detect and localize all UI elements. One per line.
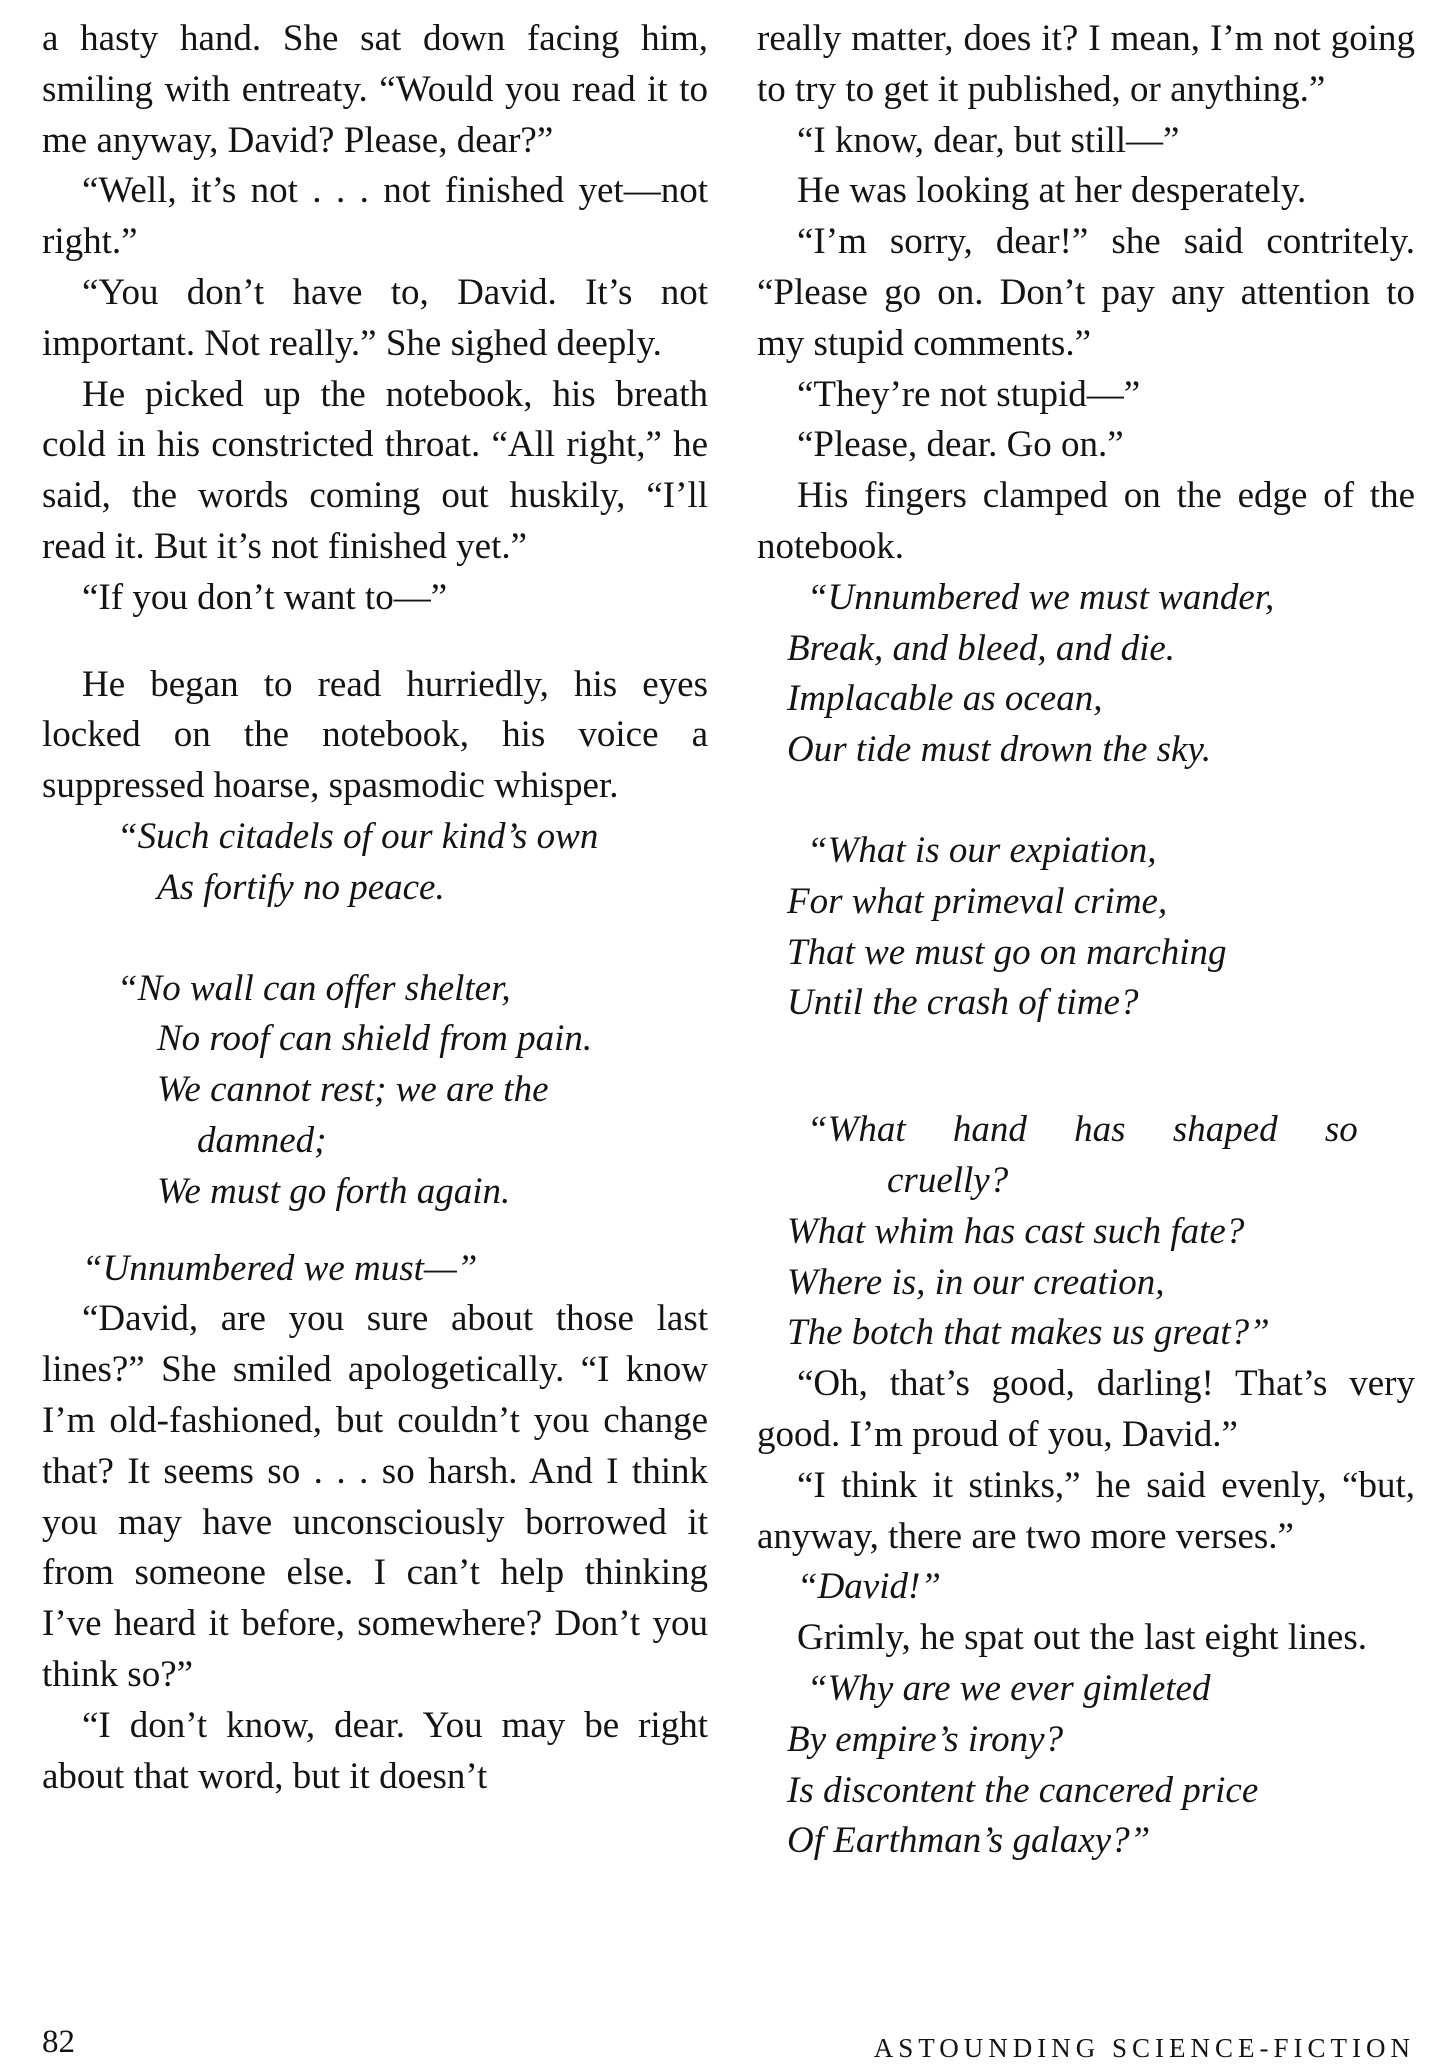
paragraph: “Oh, that’s good, darling! That’s very good. I’m proud of you, David.” — [757, 1363, 1415, 1455]
paragraph: He began to read hurriedly, his eyes locked on the notebook, his voice a suppressed hoarse, spasmodic whisper. — [42, 663, 708, 807]
poem-line: Is discontent the cancered price — [787, 1769, 1259, 1811]
poem-line: What whim has cast such fate? — [787, 1210, 1245, 1252]
poem-line: Break, and bleed, and die. — [787, 627, 1176, 669]
section-break — [42, 624, 708, 660]
poem-stanza — [42, 964, 708, 1218]
stanza-break — [757, 776, 1415, 826]
paragraph: “David!” — [797, 1566, 941, 1608]
paragraph: His fingers clamped on the edge of the notebook. — [757, 475, 1415, 567]
page-number: 82 — [42, 2024, 75, 2060]
poem-stanza — [757, 1105, 1415, 1359]
paragraph: “I know, dear, but still—” — [797, 119, 1180, 161]
poem-line: Where is, in our creation, — [787, 1261, 1165, 1303]
paragraph: “David, are you sure about those last lines?” She smiled apologetically. “I know I’m old-fashioned, but couldn’t you change that? It seems so . . . so harsh. And I think you may have unconsciously borrowed it from someone else. I can’t help thinking I’ve heard it before, somewhere? Don’t you think so?” — [42, 1298, 708, 1695]
paragraph: “I don’t know, dear. You may be right about that word, but it doesn’t — [42, 1704, 708, 1797]
poem-line: Of Earthman’s galaxy?” — [787, 1820, 1151, 1862]
poem-line: “Why are we ever gimleted — [807, 1667, 1211, 1709]
poem-line: “No wall can offer shelter, — [117, 967, 511, 1009]
poem-line: As fortify no peace. — [157, 866, 445, 908]
stanza-break — [757, 1029, 1415, 1105]
paragraph: really matter, does it? I mean, I’m not going to try to get it published, or anything.” — [757, 18, 1415, 110]
poem-stanza — [42, 812, 708, 914]
poem-line: “Such citadels of our kind’s own — [117, 815, 599, 857]
stanza-break — [42, 1218, 708, 1244]
poem-line: For what primeval crime, — [787, 880, 1168, 922]
poem-line: The botch that makes us great?” — [787, 1312, 1270, 1354]
paragraph: He picked up the notebook, his breath cold in his constricted throat. “All right,” he said, the words coming out huskily, “I’ll read it. But it’s not finished yet.” — [42, 373, 708, 567]
poem-line: “What hand has shaped so — [807, 1109, 1358, 1151]
left-column — [42, 14, 708, 1802]
poem-line: We cannot rest; we are the — [157, 1069, 549, 1111]
poem-line: Implacable as ocean, — [787, 678, 1103, 720]
poem-line: “Unnumbered we must—” — [82, 1247, 478, 1289]
paragraph: “They’re not stupid—” — [797, 373, 1141, 415]
poem-line: By empire’s irony? — [787, 1718, 1064, 1760]
poem-line: No roof can shield from pain. — [157, 1018, 593, 1060]
right-column — [757, 14, 1415, 1867]
running-head: ASTOUNDING SCIENCE-FICTION — [873, 2033, 1415, 2063]
paragraph: “I think it stinks,” he said evenly, “but, anyway, there are two more verses.” — [757, 1464, 1415, 1557]
stanza-break — [42, 914, 708, 964]
paragraph: “If you don’t want to—” — [82, 576, 448, 618]
poem-stanza — [757, 573, 1415, 776]
paragraph: a hasty hand. She sat down facing him, smiling with entreaty. “Would you read it to me anyway, David? Please, dear?” — [42, 18, 708, 161]
poem-line: Our tide must drown the sky. — [787, 729, 1212, 771]
poem-stanza — [42, 1244, 708, 1295]
poem-line: We must go forth again. — [157, 1170, 511, 1212]
paragraph: “Well, it’s not . . . not finished yet—not right.” — [42, 170, 708, 263]
paragraph: “I’m sorry, dear!” she said contritely. “Please go on. Don’t pay any attention to my stupid comments.” — [757, 221, 1415, 364]
paragraph: He was looking at her desperately. — [797, 170, 1307, 212]
paragraph: “Please, dear. Go on.” — [797, 424, 1124, 466]
poem-line: “What is our expiation, — [807, 829, 1157, 871]
poem-stanza — [757, 826, 1415, 1029]
poem-line: cruelly? — [887, 1159, 1009, 1201]
poem-line: That we must go on marching — [787, 931, 1227, 973]
poem-stanza — [757, 1664, 1415, 1867]
paragraph: Grimly, he spat out the last eight lines. — [797, 1617, 1367, 1659]
poem-line: damned; — [197, 1119, 327, 1161]
paragraph: “You don’t have to, David. It’s not important. Not really.” She sighed deeply. — [42, 271, 708, 364]
poem-line: “Unnumbered we must wander, — [807, 576, 1275, 618]
poem-line: Until the crash of time? — [787, 982, 1139, 1024]
